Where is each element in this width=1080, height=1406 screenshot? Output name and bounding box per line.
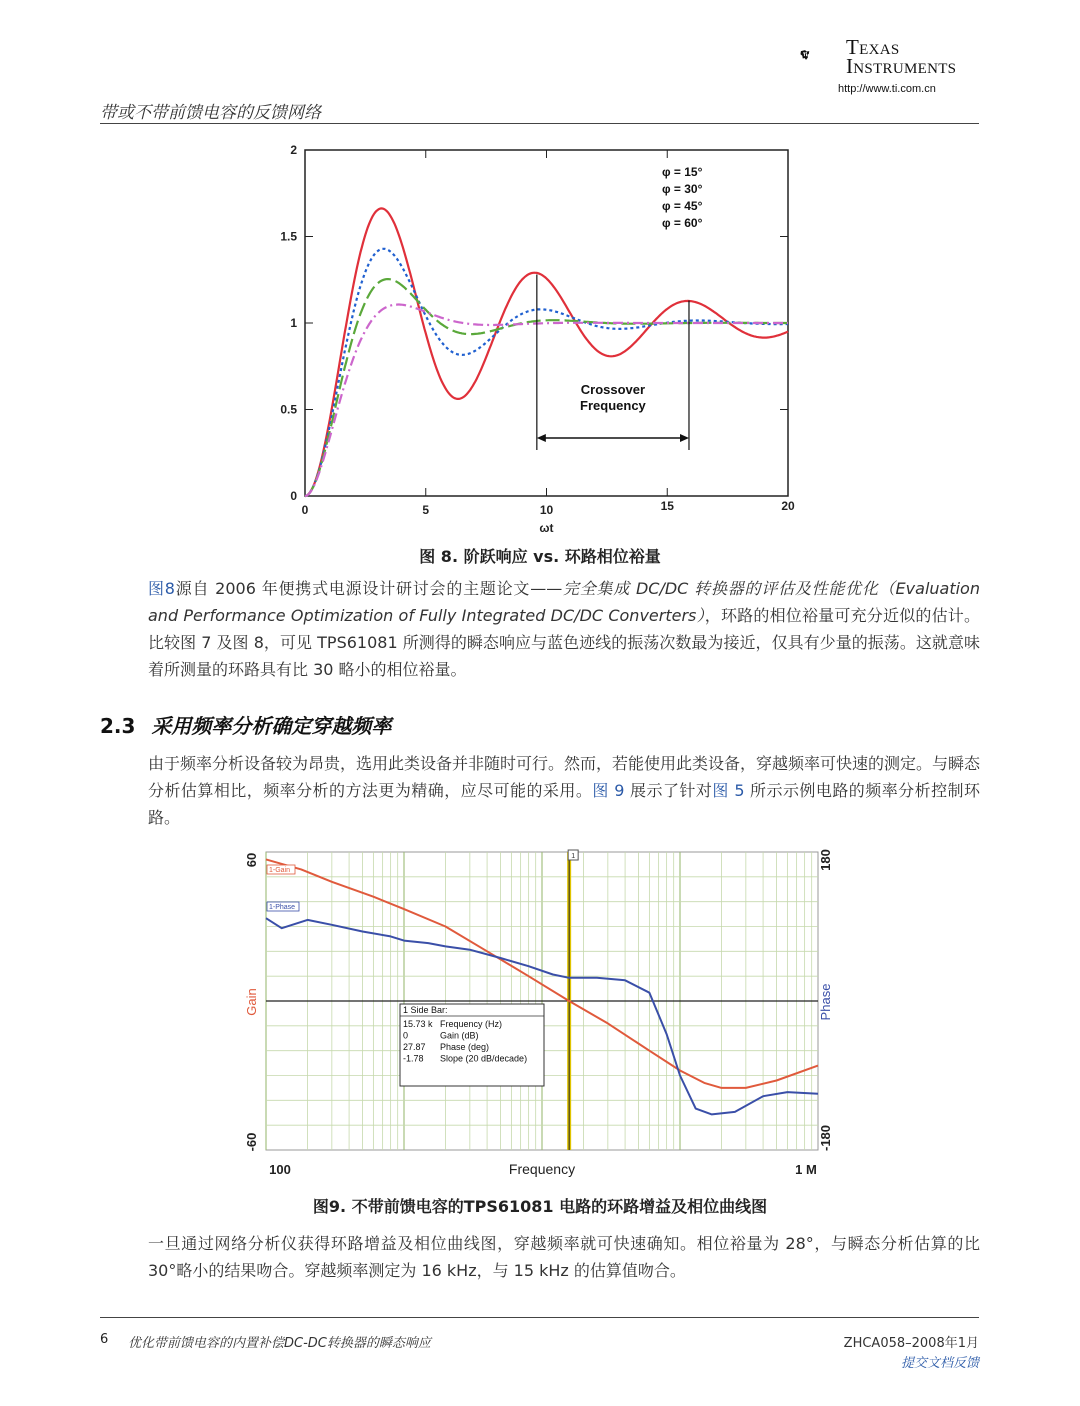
paragraph-2 bbox=[148, 750, 980, 831]
gain-min-label: -60 bbox=[244, 1132, 259, 1152]
legend-entry: φ = 60° bbox=[662, 216, 703, 230]
ti-brand-text bbox=[846, 35, 957, 78]
figure8-caption: 图 8. 阶跃响应 vs. 环路相位裕量 bbox=[419, 547, 661, 566]
fig9-link[interactable]: 图 9 bbox=[592, 781, 625, 800]
phase-tag: 1-Phase bbox=[269, 904, 296, 911]
ti-logo-icon bbox=[800, 32, 844, 78]
x-max-label: 1 M bbox=[795, 1162, 817, 1177]
figure8-step-response-chart bbox=[270, 138, 810, 540]
y-tick-label: 2 bbox=[290, 143, 297, 157]
paragraph-1 bbox=[148, 575, 980, 683]
annotation-text: Crossover bbox=[580, 382, 646, 397]
side-bar-label: Slope (20 dB/decade) bbox=[440, 1053, 528, 1064]
header-url[interactable]: http://www.ti.com.cn bbox=[838, 83, 936, 95]
figure9-caption: 图9. 不带前馈电容的TPS61081 电路的环路增益及相位曲线图 bbox=[312, 1197, 768, 1216]
phase-axis-label: Phase bbox=[818, 983, 833, 1021]
side-bar-value: 27.87 bbox=[403, 1042, 426, 1052]
brand-line2: Instruments bbox=[846, 54, 957, 78]
gain-max-label: 60 bbox=[244, 852, 259, 868]
legend-entry: φ = 30° bbox=[662, 182, 703, 196]
side-bar-value: -1.78 bbox=[403, 1053, 424, 1064]
para2-text-b: 展示了针对 bbox=[624, 781, 713, 800]
x-tick-label: 10 bbox=[539, 503, 554, 517]
y-tick-label: 1 bbox=[290, 316, 297, 330]
legend-entry: φ = 15° bbox=[662, 165, 703, 179]
y-tick-label: 0.5 bbox=[280, 402, 297, 417]
x-tick-label: 15 bbox=[660, 499, 674, 513]
fig8-link[interactable]: 图8 bbox=[148, 579, 175, 598]
footer-rule bbox=[100, 1317, 979, 1318]
side-bar-label: Phase (deg) bbox=[440, 1042, 490, 1052]
cursor-tag: 1 bbox=[571, 853, 576, 860]
para1-text-b: ，环路的相位裕量可充分近似的估计。比较图 7 及图 8，可见 TPS61081 所测得的瞬态响应与蓝色迹线的振荡次数最为接近，仅具有少量的振荡。这就意味着所测量的环路具有比 30 略小的相位裕量。 bbox=[148, 606, 980, 679]
x-tick-label: 0 bbox=[301, 503, 309, 517]
y-tick-label: 1.5 bbox=[280, 229, 297, 244]
x-tick-label: 5 bbox=[422, 503, 430, 517]
footer-doc-code: ZHCA058–2008年1月 bbox=[843, 1336, 979, 1351]
phase-min-label: -180 bbox=[818, 1124, 833, 1152]
running-title: 带或不带前馈电容的反馈网络 bbox=[100, 103, 321, 123]
phase-max-label: 180 bbox=[818, 849, 833, 871]
x-axis-label: ωt bbox=[539, 521, 554, 535]
fig5-link[interactable]: 图 5 bbox=[712, 781, 745, 800]
paragraph-3: 一旦通过网络分析仪获得环路增益及相位曲线图，穿越频率就可快速确知。相位裕量为 28°，与瞬态分析估算的比 30°略小的结果吻合。穿越频率测定为 16 kHz，与 15 kHz 的估算值吻合。 bbox=[148, 1234, 980, 1280]
para1-italic: 完全集成 DC/DC 转换器的评估及性能优化（Evaluation and Performance Optimization of Fully Integrated DC/DC Converters） bbox=[148, 579, 980, 625]
header-rule bbox=[100, 123, 979, 124]
x-min-label: 100 bbox=[269, 1162, 291, 1177]
brand-line1: Texas bbox=[846, 35, 900, 59]
footer-doc-title: 优化带前馈电容的内置补偿DC-DC转换器的瞬态响应 bbox=[128, 1336, 431, 1351]
x-tick-label: 20 bbox=[781, 499, 795, 513]
x-axis-label: Frequency bbox=[508, 1161, 576, 1177]
annotation-text: Frequency bbox=[580, 398, 646, 413]
para2-text-c: 所示示例电路的频率分析控制环路。 bbox=[148, 781, 980, 827]
section-number: 2.3 bbox=[100, 714, 136, 738]
page-number: 6 bbox=[100, 1332, 109, 1347]
section-heading bbox=[100, 710, 391, 739]
gain-tag: 1-Gain bbox=[269, 867, 291, 874]
y-tick-label: 0 bbox=[290, 489, 297, 503]
figure9-bode-plot bbox=[240, 842, 840, 1184]
side-bar-label: Gain (dB) bbox=[440, 1030, 479, 1041]
para2-text-a: 由于频率分析设备较为昂贵，选用此类设备并非随时可行。然而，若能使用此类设备，穿越频率可快速的测定。与瞬态分析估算相比，频率分析的方法更为精确，应尽可能的采用。 bbox=[148, 754, 981, 800]
legend-entry: φ = 45° bbox=[662, 199, 703, 213]
side-bar-value: 15.73 k bbox=[403, 1019, 433, 1029]
side-bar-title: 1 Side Bar: bbox=[403, 1005, 448, 1015]
section-title: 采用频率分析确定穿越频率 bbox=[151, 714, 392, 738]
feedback-link[interactable]: 提交文档反馈 bbox=[900, 1356, 979, 1371]
side-bar-value: 0 bbox=[403, 1030, 409, 1041]
para1-text-a: 源自 2006 年便携式电源设计研讨会的主题论文—— bbox=[174, 579, 563, 598]
side-bar-label: Frequency (Hz) bbox=[440, 1019, 503, 1029]
gain-axis-label: Gain bbox=[244, 988, 259, 1016]
